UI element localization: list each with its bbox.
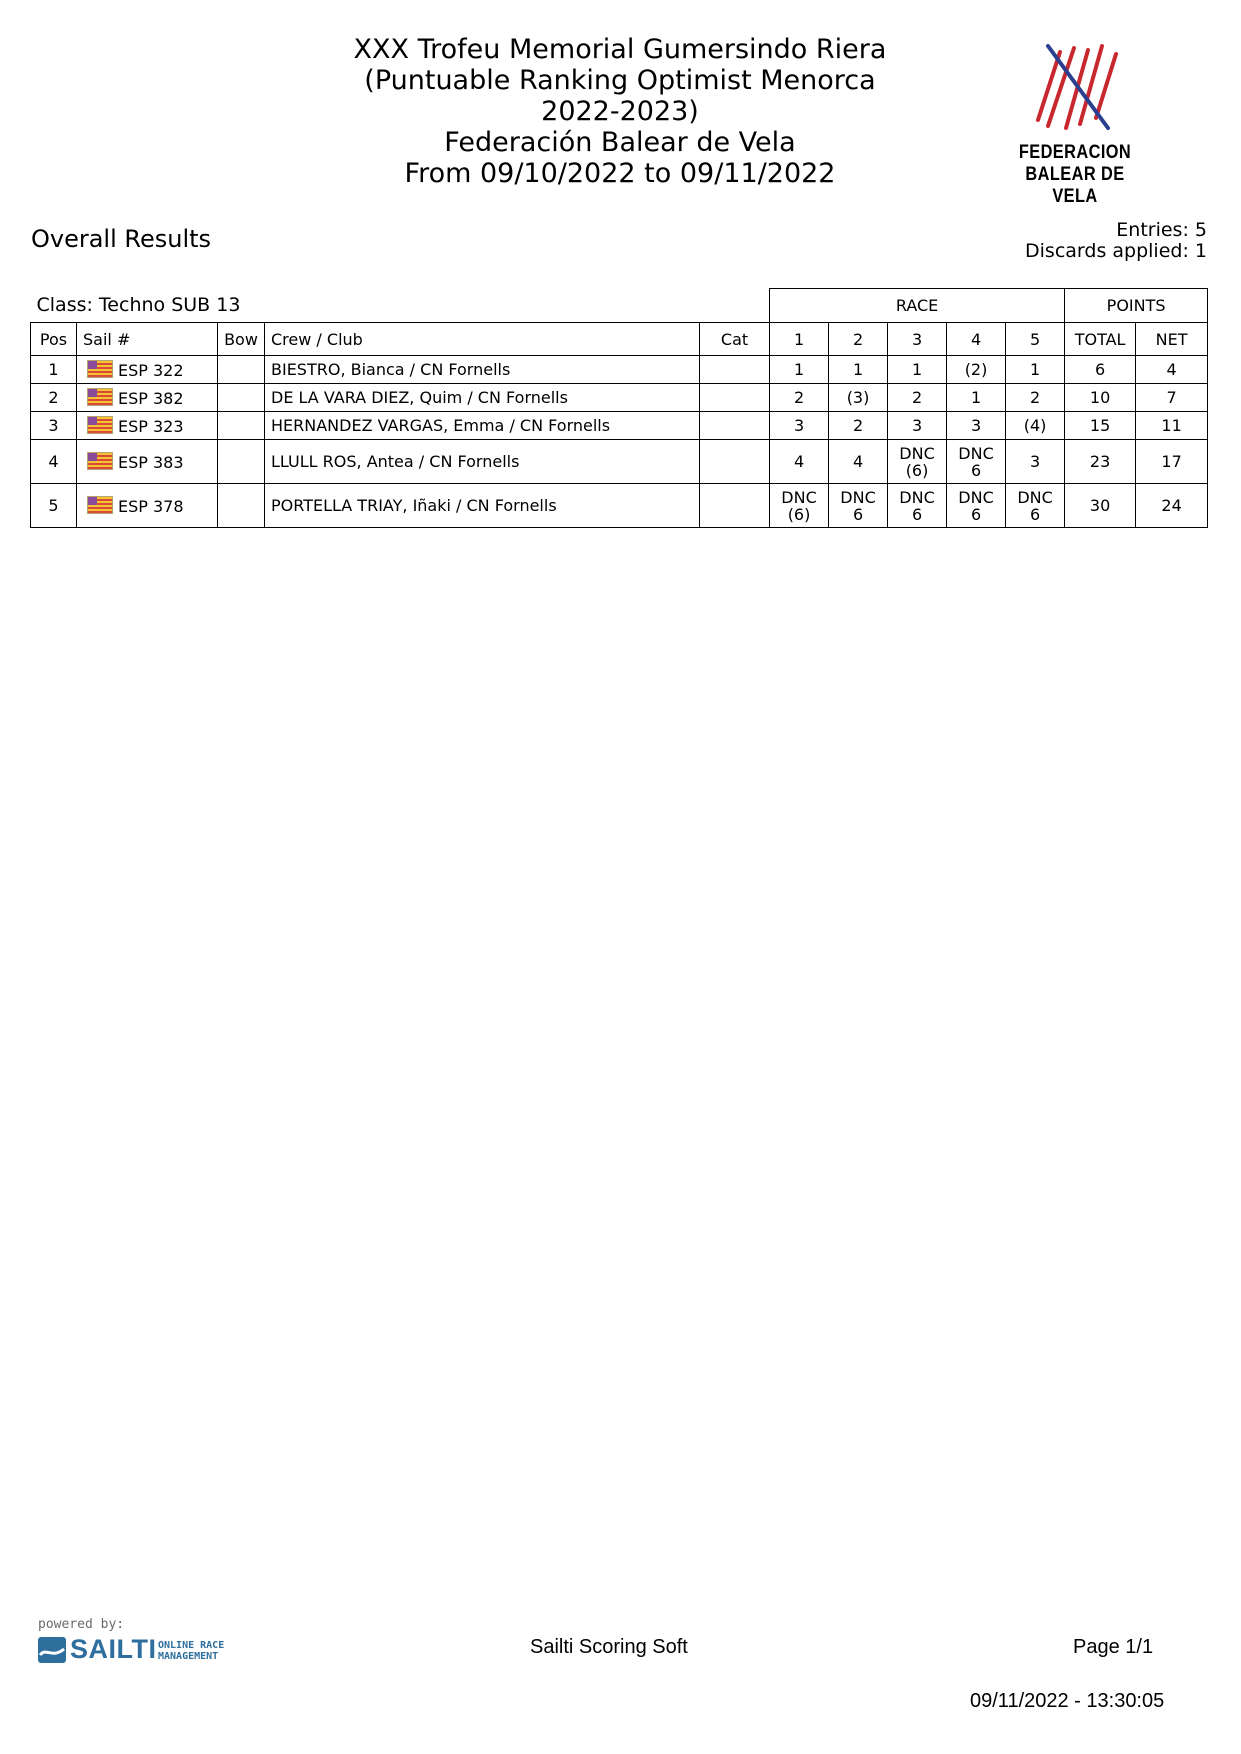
race-score-line: 6: [911, 504, 923, 524]
race-4-cell: [947, 356, 1006, 384]
title-line-2: (Puntuable Ranking Optimist Menorca: [364, 65, 876, 96]
race-2-cell: [829, 356, 888, 384]
race-4-cell: [947, 412, 1006, 440]
total-cell: 6: [1065, 356, 1136, 384]
title-line-4: Federación Balear de Vela: [444, 127, 796, 158]
table-row: [31, 484, 1208, 528]
overall-results-heading: Overall Results: [31, 225, 212, 253]
race-score-line: 4: [852, 452, 864, 471]
race-2-cell: [829, 440, 888, 484]
race-1-cell: [770, 384, 829, 412]
pos-cell: 4: [31, 440, 77, 484]
net-cell: 7: [1136, 384, 1208, 412]
total-cell: 10: [1065, 384, 1136, 412]
race-5-cell: [1006, 356, 1065, 384]
race-score-line: 2: [1029, 388, 1041, 407]
race-score-line: 4: [793, 452, 805, 471]
sailti-tagline: [158, 1640, 224, 1662]
col-race-4-header: 4: [947, 323, 1006, 356]
race-2-cell: [829, 384, 888, 412]
pos-cell: 2: [31, 384, 77, 412]
title-line-1: XXX Trofeu Memorial Gumersindo Riera: [353, 34, 887, 65]
race-5-cell: [1006, 440, 1065, 484]
balearic-flag-icon: [87, 360, 113, 378]
race-5-cell: [1006, 384, 1065, 412]
total-cell: 30: [1065, 484, 1136, 528]
race-3-cell: [888, 412, 947, 440]
sail-number: ESP 382: [118, 388, 184, 408]
cat-cell: [700, 440, 770, 484]
col-crew-header: Crew / Club: [265, 323, 700, 356]
race-3-cell: [888, 384, 947, 412]
race-score-line: 6: [970, 504, 982, 524]
pos-cell: 1: [31, 356, 77, 384]
class-label: Class: Techno SUB 13: [36, 294, 241, 317]
sail-number: ESP 383: [118, 452, 184, 472]
crew-club-cell: BIESTRO, Bianca / CN Fornells: [265, 356, 700, 384]
col-race-2-header: 2: [829, 323, 888, 356]
net-cell: 11: [1136, 412, 1208, 440]
race-5-cell: [1006, 412, 1065, 440]
race-score-line: DNC: [958, 443, 994, 463]
race-3-cell: [888, 484, 947, 528]
page-number: Page 1/1: [1073, 1636, 1154, 1658]
col-bow-header: Bow: [218, 323, 265, 356]
col-race-1-header: 1: [770, 323, 829, 356]
race-5-cell: [1006, 484, 1065, 528]
race-score-line: DNC: [1017, 487, 1053, 507]
pos-cell: 3: [31, 412, 77, 440]
col-race-3-header: 3: [888, 323, 947, 356]
race-score-line: 1: [911, 360, 923, 379]
race-score-line: DNC: [840, 487, 876, 507]
race-4-cell: [947, 440, 1006, 484]
race-score-line: 2: [911, 388, 923, 407]
total-cell: 15: [1065, 412, 1136, 440]
cat-cell: [700, 484, 770, 528]
group-header-row: [31, 289, 1208, 323]
sail-number: ESP 378: [118, 496, 184, 516]
bow-cell: [218, 484, 265, 528]
race-1-cell: [770, 440, 829, 484]
logo-text-line-2: BALEAR DE VELA: [1025, 164, 1125, 207]
pos-cell: 5: [31, 484, 77, 528]
class-label-cell: [31, 289, 770, 323]
race-1-cell: [770, 356, 829, 384]
race-4-cell: [947, 484, 1006, 528]
document-title: [300, 34, 940, 189]
cat-cell: [700, 412, 770, 440]
generated-datetime: 09/11/2022 - 13:30:05: [970, 1690, 1165, 1712]
race-score-line: DNC: [899, 443, 935, 463]
title-line-3: 2022-2023): [541, 96, 699, 127]
powered-by-label: powered by:: [38, 1617, 125, 1632]
race-score-line: 6: [852, 504, 864, 524]
race-3-cell: [888, 356, 947, 384]
bow-cell: [218, 412, 265, 440]
race-1-cell: [770, 412, 829, 440]
table-row: [31, 384, 1208, 412]
race-score-line: (4): [1023, 416, 1047, 435]
sail-number: ESP 323: [118, 416, 184, 436]
logo-text-line-1: FEDERACION: [1018, 142, 1132, 163]
sail-cell: [77, 384, 218, 412]
entries-count: Entries: 5: [1116, 219, 1207, 241]
table-row: [31, 440, 1208, 484]
federation-logo: [990, 42, 1160, 207]
scoring-software-label: Sailti Scoring Soft: [530, 1636, 688, 1658]
col-net-header: NET: [1136, 323, 1208, 356]
discards-applied: Discards applied: 1: [1025, 240, 1207, 262]
race-score-line: 1: [793, 360, 805, 379]
race-score-line: 6: [1029, 504, 1041, 524]
race-score-line: 1: [852, 360, 864, 379]
net-cell: 24: [1136, 484, 1208, 528]
net-cell: 17: [1136, 440, 1208, 484]
cat-cell: [700, 356, 770, 384]
race-score-line: 3: [970, 416, 982, 435]
federation-logo-mark-icon: [1030, 42, 1120, 132]
sail-cell: [77, 356, 218, 384]
race-score-line: 1: [970, 388, 982, 407]
points-group-header: POINTS: [1065, 289, 1208, 323]
entries-summary: [1025, 220, 1207, 262]
sail-number: ESP 322: [118, 360, 184, 380]
race-score-line: 3: [911, 416, 923, 435]
balearic-flag-icon: [87, 452, 113, 470]
race-score-line: 3: [793, 416, 805, 435]
race-score-line: 3: [1029, 452, 1041, 471]
table-row: [31, 412, 1208, 440]
bow-cell: [218, 356, 265, 384]
total-cell: 23: [1065, 440, 1136, 484]
col-race-5-header: 5: [1006, 323, 1065, 356]
race-score-line: DNC: [958, 487, 994, 507]
race-score-line: 2: [852, 416, 864, 435]
crew-club-cell: HERNANDEZ VARGAS, Emma / CN Fornells: [265, 412, 700, 440]
sail-cell: [77, 484, 218, 528]
col-cat-header: Cat: [700, 323, 770, 356]
sailti-wordmark: SAILTI: [70, 1634, 157, 1664]
column-header-row: [31, 323, 1208, 356]
table-row: [31, 356, 1208, 384]
race-2-cell: [829, 412, 888, 440]
race-score-line: (3): [846, 388, 870, 407]
race-score-line: (6): [905, 460, 929, 480]
crew-club-cell: PORTELLA TRIAY, Iñaki / CN Fornells: [265, 484, 700, 528]
results-body: [31, 356, 1208, 528]
sailti-tagline-1: ONLINE RACE: [158, 1640, 225, 1651]
crew-club-cell: LLULL ROS, Antea / CN Fornells: [265, 440, 700, 484]
race-score-line: DNC: [899, 487, 935, 507]
sailti-tagline-2: MANAGEMENT: [158, 1651, 219, 1662]
race-score-line: (6): [787, 504, 811, 524]
race-score-line: 6: [970, 460, 982, 480]
race-group-header: RACE: [770, 289, 1065, 323]
cat-cell: [700, 384, 770, 412]
race-4-cell: [947, 384, 1006, 412]
sail-cell: [77, 412, 218, 440]
col-pos-header: Pos: [31, 323, 77, 356]
balearic-flag-icon: [87, 496, 113, 514]
col-sail-header: Sail #: [77, 323, 218, 356]
col-total-header: TOTAL: [1065, 323, 1136, 356]
results-table: [30, 288, 1208, 528]
balearic-flag-icon: [87, 388, 113, 406]
crew-club-cell: DE LA VARA DIEZ, Quim / CN Fornells: [265, 384, 700, 412]
bow-cell: [218, 440, 265, 484]
bow-cell: [218, 384, 265, 412]
race-1-cell: [770, 484, 829, 528]
race-3-cell: [888, 440, 947, 484]
balearic-flag-icon: [87, 416, 113, 434]
title-line-5: From 09/10/2022 to 09/11/2022: [404, 158, 836, 189]
sailti-wave-icon: [38, 1637, 66, 1663]
race-score-line: 1: [1029, 360, 1041, 379]
race-2-cell: [829, 484, 888, 528]
sail-cell: [77, 440, 218, 484]
race-score-line: DNC: [781, 487, 817, 507]
net-cell: 4: [1136, 356, 1208, 384]
race-score-line: 2: [793, 388, 805, 407]
race-score-line: (2): [964, 360, 988, 379]
